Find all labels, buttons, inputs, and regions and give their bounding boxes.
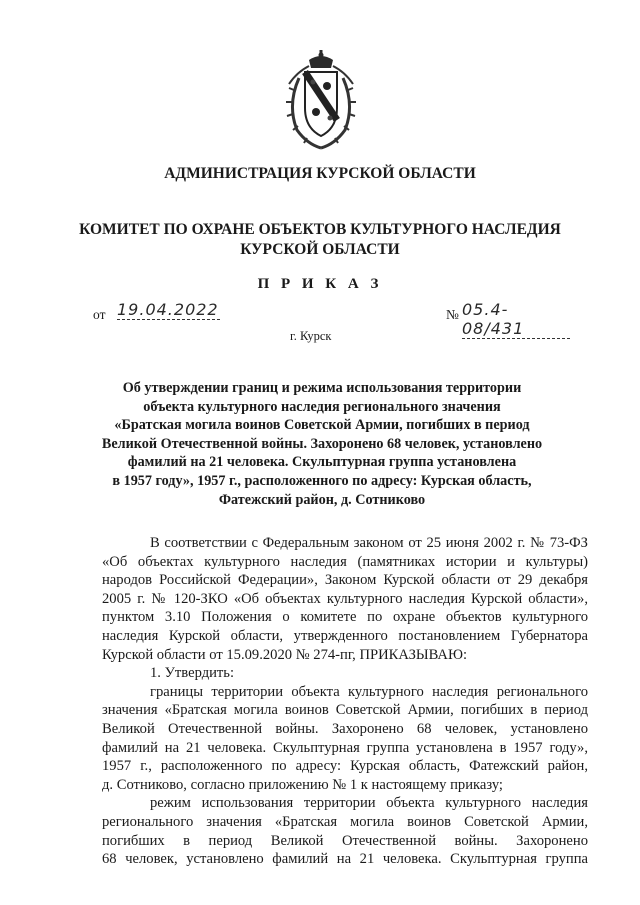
subject-line: Великой Отечественной войны. Захоронено 68 человек, установлено [101,435,543,452]
committee-title-line-2: КУРСКОЙ ОБЛАСТИ [240,241,400,258]
subject-line: Фатежский район, д. Сотниково [218,491,426,508]
body-line: пунктом 3.10 Положения о комитете по охране объектов культурного [102,609,588,626]
body-line: 68 человек, установлено фамилий на 21 человека. Скульптурная группа [102,851,588,868]
body-line: фамилий на 21 человека. Скульптурная группа установлена в 1957 году», [102,739,588,756]
body-line: В соответствии с Федеральным законом от 25 июня 2002 г. № 73-ФЗ [150,535,588,551]
city: г. Курск [290,329,332,343]
order-body [102,534,588,869]
body-line: д. Сотниково, согласно приложению № 1 к настоящему приказу; [102,776,503,793]
date-label: от [93,307,106,322]
body-line: Великой Отечественной войны. Захоронено 68 человек, установлено [102,720,588,737]
subject-line: фамилий на 21 человека. Скульптурная группа установлена [127,454,517,471]
order-title: П Р И К А З [257,276,383,292]
body-line: Курской области от 15.09.2020 № 274-пг, ПРИКАЗЫВАЮ: [102,646,468,663]
administration-title: АДМИНИСТРАЦИЯ КУРСКОЙ ОБЛАСТИ [164,165,476,182]
subject-line: Об утверждении границ и режима использования территории [122,380,522,396]
date-value: 19.04.2022 [117,300,219,319]
body-line: наследия Курской области, утвержденного постановлением Губернатора [102,627,588,644]
body-line: границы территории объекта культурного наследия регионального [150,683,588,700]
order-subject [92,379,552,509]
body-line: значения «Братская могила воинов Советской Армии, погибших в период [102,702,588,719]
body-line: режим использования территории объекта культурного наследия [150,795,588,812]
number-label: № [446,307,459,322]
body-line: 1957 г., расположенного по адресу: Курская область, Фатежский район, [102,758,588,775]
subject-line: в 1957 году», 1957 г., расположенного по адресу: Курская область, [112,472,532,489]
subject-line: объекта культурного наследия регионального значения [143,398,501,415]
subject-line: «Братская могила воинов Советской Армии, погибших в период [114,417,530,434]
coat-of-arms-icon [283,50,359,150]
body-line: погибших в период Великой Отечественной войны. Захоронено [102,832,588,849]
body-line: «Об объектах культурного наследия (памятниках истории и культуры) [102,553,588,570]
committee-title [60,220,580,260]
number-value: 05.4-08/431 [462,300,570,339]
body-line: народов Российской Федерации», Законом Курской области от 29 декабря [102,572,588,589]
body-line: 2005 г. № 120-ЗКО «Об объектах культурного наследия Курской области», [102,590,588,607]
body-line: 1. Утвердить: [150,665,235,682]
body-line: регионального значения «Братская могила воинов Советской Армии, [102,813,588,830]
committee-title-line-1: КОМИТЕТ ПО ОХРАНЕ ОБЪЕКТОВ КУЛЬТУРНОГО НАСЛЕДИЯ [79,221,561,238]
